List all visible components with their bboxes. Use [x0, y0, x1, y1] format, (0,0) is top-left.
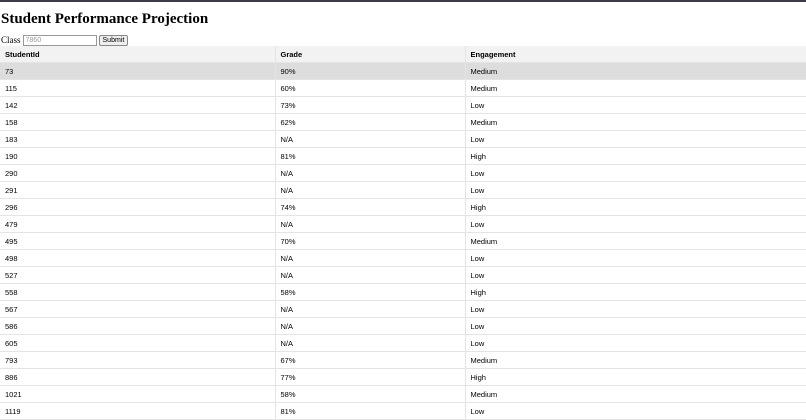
header-engagement[interactable]: Engagement: [465, 46, 806, 63]
table-row[interactable]: [0, 352, 806, 369]
table-row[interactable]: [0, 284, 806, 301]
table-row[interactable]: [0, 386, 806, 403]
cell-studentid: 296: [0, 199, 275, 216]
cell-engagement: Low: [465, 403, 806, 420]
table-row[interactable]: [0, 165, 806, 182]
submit-button[interactable]: Submit: [99, 35, 129, 46]
table-row[interactable]: [0, 233, 806, 250]
cell-grade: 62%: [275, 114, 465, 131]
table-row[interactable]: [0, 335, 806, 352]
cell-studentid: 886: [0, 369, 275, 386]
cell-engagement: Medium: [465, 352, 806, 369]
table-row[interactable]: [0, 301, 806, 318]
cell-engagement: Low: [465, 318, 806, 335]
cell-studentid: 291: [0, 182, 275, 199]
cell-grade: 90%: [275, 63, 465, 80]
cell-grade: 74%: [275, 199, 465, 216]
students-table: [0, 46, 806, 420]
cell-studentid: 605: [0, 335, 275, 352]
cell-studentid: 586: [0, 318, 275, 335]
cell-grade: 81%: [275, 148, 465, 165]
table-row[interactable]: [0, 148, 806, 165]
cell-studentid: 158: [0, 114, 275, 131]
table-row[interactable]: [0, 267, 806, 284]
cell-studentid: 567: [0, 301, 275, 318]
table-row[interactable]: [0, 216, 806, 233]
cell-studentid: 190: [0, 148, 275, 165]
class-label: Class: [1, 35, 21, 45]
table-row[interactable]: [0, 114, 806, 131]
cell-studentid: 1021: [0, 386, 275, 403]
cell-engagement: Low: [465, 301, 806, 318]
cell-studentid: 183: [0, 131, 275, 148]
cell-engagement: Medium: [465, 386, 806, 403]
cell-engagement: Low: [465, 250, 806, 267]
cell-engagement: High: [465, 369, 806, 386]
table-row[interactable]: [0, 131, 806, 148]
cell-engagement: Low: [465, 182, 806, 199]
cell-grade: 73%: [275, 97, 465, 114]
page-title: Student Performance Projection: [1, 11, 209, 27]
cell-engagement: Low: [465, 267, 806, 284]
table-row[interactable]: [0, 80, 806, 97]
class-input[interactable]: [23, 35, 97, 46]
cell-grade: 58%: [275, 284, 465, 301]
table-row[interactable]: [0, 63, 806, 80]
cell-grade: N/A: [275, 216, 465, 233]
cell-engagement: High: [465, 199, 806, 216]
cell-engagement: Low: [465, 216, 806, 233]
cell-engagement: Low: [465, 97, 806, 114]
cell-engagement: Low: [465, 165, 806, 182]
cell-studentid: 558: [0, 284, 275, 301]
cell-studentid: 498: [0, 250, 275, 267]
cell-engagement: Medium: [465, 63, 806, 80]
cell-grade: 77%: [275, 369, 465, 386]
cell-studentid: 1119: [0, 403, 275, 420]
cell-engagement: High: [465, 284, 806, 301]
cell-grade: 81%: [275, 403, 465, 420]
table-row[interactable]: [0, 199, 806, 216]
table-row[interactable]: [0, 369, 806, 386]
cell-studentid: 142: [0, 97, 275, 114]
cell-studentid: 115: [0, 80, 275, 97]
cell-studentid: 527: [0, 267, 275, 284]
cell-grade: N/A: [275, 182, 465, 199]
cell-grade: N/A: [275, 318, 465, 335]
cell-grade: N/A: [275, 131, 465, 148]
cell-grade: N/A: [275, 250, 465, 267]
cell-studentid: 290: [0, 165, 275, 182]
cell-grade: N/A: [275, 335, 465, 352]
table-row[interactable]: [0, 182, 806, 199]
table-row[interactable]: [0, 403, 806, 420]
cell-engagement: Medium: [465, 233, 806, 250]
cell-engagement: Low: [465, 335, 806, 352]
table-row[interactable]: [0, 97, 806, 114]
table-row[interactable]: [0, 250, 806, 267]
header-grade[interactable]: Grade: [275, 46, 465, 63]
cell-studentid: 73: [0, 63, 275, 80]
cell-grade: 67%: [275, 352, 465, 369]
cell-grade: N/A: [275, 165, 465, 182]
table-header-row: [0, 46, 806, 63]
cell-engagement: Medium: [465, 80, 806, 97]
cell-studentid: 793: [0, 352, 275, 369]
cell-grade: 70%: [275, 233, 465, 250]
cell-grade: 58%: [275, 386, 465, 403]
cell-studentid: 479: [0, 216, 275, 233]
cell-grade: 60%: [275, 80, 465, 97]
cell-studentid: 495: [0, 233, 275, 250]
cell-engagement: Medium: [465, 114, 806, 131]
cell-engagement: Low: [465, 131, 806, 148]
header-studentid[interactable]: StudentId: [0, 46, 275, 63]
cell-grade: N/A: [275, 301, 465, 318]
cell-engagement: High: [465, 148, 806, 165]
table-row[interactable]: [0, 318, 806, 335]
class-form: [0, 35, 806, 45]
cell-grade: N/A: [275, 267, 465, 284]
